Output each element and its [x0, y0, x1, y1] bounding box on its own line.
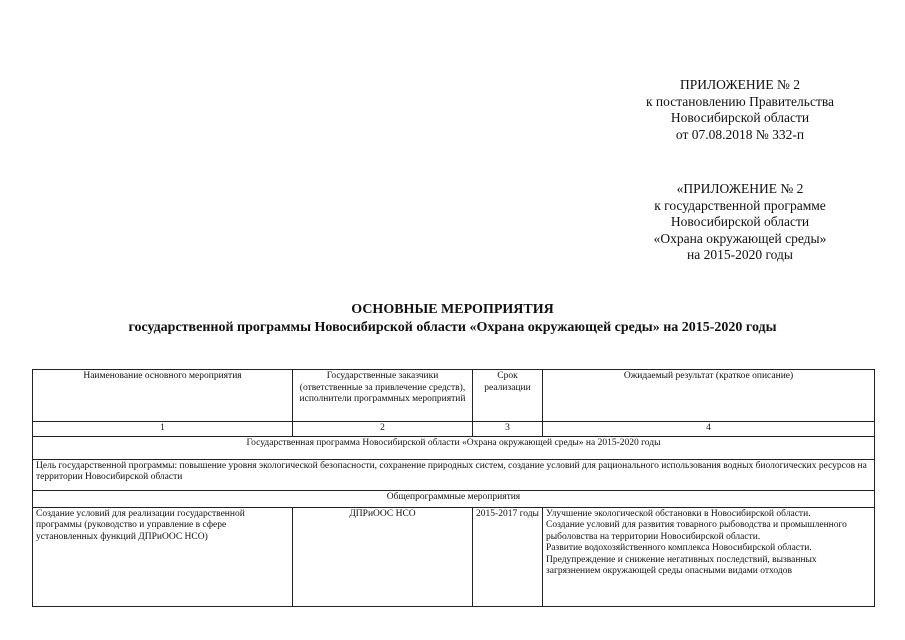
appendix-line: «ПРИЛОЖЕНИЕ № 2	[676, 181, 804, 196]
header-cell-customer: Государственные заказчики (ответственные за привлечение средств), исполнители программных мероприятий	[293, 370, 473, 422]
appendix-line: к государственной программе	[654, 197, 826, 213]
appendix-line: Новосибирской области	[670, 110, 810, 125]
measures-table	[32, 369, 875, 607]
appendix-line: к постановлению Правительства	[645, 93, 835, 109]
document-subtitle: государственной программы Новосибирской области «Охрана окружающей среды» на 2015-2020 годы	[128, 320, 777, 335]
column-number: 4	[543, 422, 875, 437]
appendix-line: ПРИЛОЖЕНИЕ № 2	[679, 77, 801, 92]
appendix-line: от 07.08.2018 № 332-п	[675, 126, 805, 142]
measure-name-cell: Создание условий для реализации государственной программы (руководство и управление в сфере установленных функций ДПРиООС НСО)	[33, 507, 293, 606]
result-line: Развитие водохозяйственного комплекса Новосибирской области.	[546, 543, 812, 553]
column-number: 2	[293, 422, 473, 437]
appendix-line: Новосибирской области	[670, 214, 810, 229]
term-cell: 2015-2017 годы	[473, 507, 543, 606]
general-measures-cell: Общепрограммные мероприятия	[33, 490, 875, 507]
appendix-header-resolution	[590, 77, 890, 143]
goal-row	[33, 459, 875, 490]
program-row	[33, 436, 875, 459]
column-number: 3	[473, 422, 543, 437]
document-title: ОСНОВНЫЕ МЕРОПРИЯТИЯ	[351, 302, 554, 317]
appendix-line: на 2015-2020 годы	[687, 247, 793, 262]
goal-cell: Цель государственной программы: повышение уровня экологической безопасности, сохранение природных систем, создание условий для рационального использования водных биологических ресурсов на территории Новосибирской области	[33, 459, 875, 490]
column-number: 1	[33, 422, 293, 437]
program-cell: Государственная программа Новосибирской области «Охрана окружающей среды» на 2015-2020 годы	[33, 436, 875, 459]
result-line: Улучшение экологической обстановки в Новосибирской области.	[546, 508, 811, 519]
header-cell-result: Ожидаемый результат (краткое описание)	[543, 370, 875, 422]
header-cell-term: Срок реализации	[473, 370, 543, 422]
general-measures-row	[33, 490, 875, 507]
table-header-row	[33, 370, 875, 422]
appendix-line: «Охрана окружающей среды»	[653, 230, 827, 246]
customer-cell: ДПРиООС НСО	[293, 507, 473, 606]
header-cell-name: Наименование основного мероприятия	[33, 370, 293, 422]
result-line: Предупреждение и снижение негативных последствий, вызванных загрязнением окружающей среды опасными видами отходов	[546, 554, 817, 576]
result-line: Создание условий для развития товарного рыбоводства и промышленного рыболовства на территории Новосибирской области.	[546, 520, 847, 542]
table-row	[33, 507, 875, 606]
result-cell	[543, 507, 875, 606]
column-number-row	[33, 422, 875, 437]
appendix-header-program	[590, 181, 890, 264]
